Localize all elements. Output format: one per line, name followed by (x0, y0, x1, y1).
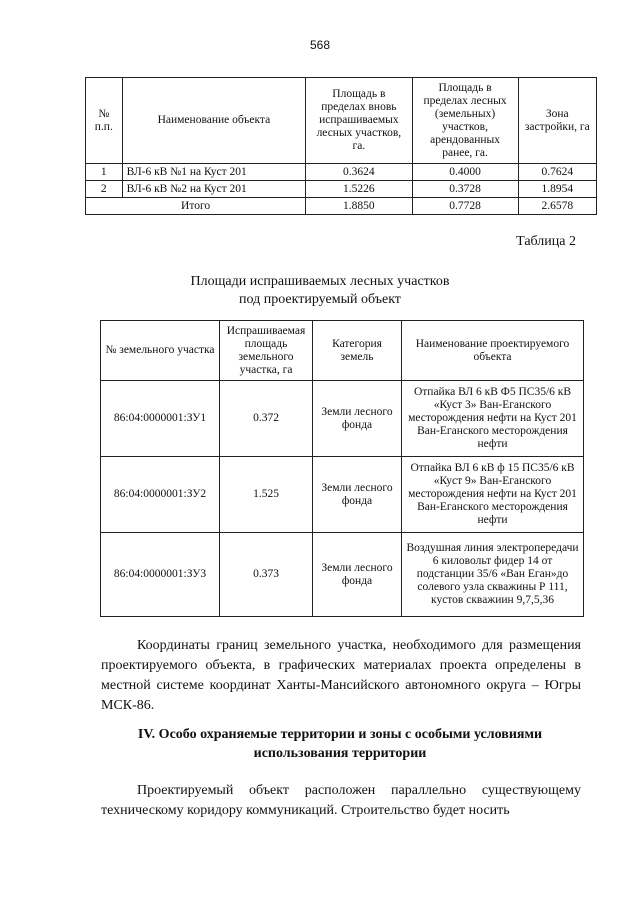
land-plots-table (100, 320, 584, 617)
table-row (86, 181, 597, 198)
cell-plot-id: 86:04:0000001:ЗУ1 (101, 381, 220, 457)
table-row (101, 381, 584, 457)
cell-area: 1.525 (220, 457, 313, 533)
table-title-line1: Площади испрашиваемых лесных участков (190, 274, 450, 289)
cell-area: 0.372 (220, 381, 313, 457)
cell-category: Земли лесного фонда (313, 381, 402, 457)
table-total-row (86, 198, 597, 215)
header-plot-id: № земельного участка (101, 321, 220, 381)
cell-zone: 1.8954 (518, 181, 596, 198)
total-leased: 0.7728 (412, 198, 518, 215)
header-new-area: Площадь в пределах вновь испрашиваемых лесных участков, га. (306, 78, 412, 164)
cell-plot-id: 86:04:0000001:ЗУ3 (101, 533, 220, 617)
objects-area-table (85, 77, 597, 215)
cell-plot-id: 86:04:0000001:ЗУ2 (101, 457, 220, 533)
cell-zone: 0.7624 (518, 164, 596, 181)
header-object: Наименование проектируемого объекта (402, 321, 584, 381)
table-title-line2: под проектируемый объект (239, 292, 401, 307)
header-num: № п.п. (86, 78, 123, 164)
header-name: Наименование объекта (122, 78, 306, 164)
project-paragraph: Проектируемый объект расположен параллельно существующему техническому коридору коммуникаций. Строительство будет носить (101, 783, 581, 818)
cell-name: ВЛ-6 кВ №2 на Куст 201 (122, 181, 306, 198)
cell-leased: 0.3728 (412, 181, 518, 198)
section-heading-line2: использования территории (253, 746, 427, 761)
cell-category: Земли лесного фонда (313, 457, 402, 533)
cell-new: 0.3624 (306, 164, 412, 181)
header-area: Испрашиваемая площадь земельного участка, га (220, 321, 313, 381)
table-row (101, 533, 584, 617)
section-heading-line1: IV. Особо охраняемые территории и зоны с особыми условиями (137, 727, 543, 742)
total-zone: 2.6578 (518, 198, 596, 215)
cell-area: 0.373 (220, 533, 313, 617)
table-label: Таблица 2 (516, 234, 576, 249)
total-new: 1.8850 (306, 198, 412, 215)
cell-object: Отпайка ВЛ 6 кВ ф 15 ПС35/6 кВ «Куст 9» Ван-Еганского месторождения нефти на Куст 201 Ван-Еганского месторождения нефти (402, 457, 584, 533)
header-leased-area: Площадь в пределах лесных (земельных) участков, арендованных ранее, га. (412, 78, 518, 164)
header-category: Категория земель (313, 321, 402, 381)
cell-object: Отпайка ВЛ 6 кВ Ф5 ПС35/6 кВ «Куст 3» Ван-Еганского месторождения нефти на Куст 201 Ван-Еганского месторождения нефти (402, 381, 584, 457)
cell-name: ВЛ-6 кВ №1 на Куст 201 (122, 164, 306, 181)
total-label: Итого (86, 198, 306, 215)
coordinates-paragraph: Координаты границ земельного участка, необходимого для размещения проектируемого объекта, в графических материалах проекта определены в местной системе координат Ханты-Мансийского автономного округа – Югры МСК-86. (101, 638, 581, 713)
table-row (86, 164, 597, 181)
cell-num: 1 (86, 164, 123, 181)
cell-num: 2 (86, 181, 123, 198)
header-zone: Зона застройки, га (518, 78, 596, 164)
cell-category: Земли лесного фонда (313, 533, 402, 617)
cell-new: 1.5226 (306, 181, 412, 198)
page-number: 568 (309, 38, 331, 52)
cell-object: Воздушная линия электропередачи 6 киловольт фидер 14 от подстанции 35/6 «Ван Еган»до солевого узла скважины Р 111, кустов скважиин 9,7,5,36 (402, 533, 584, 617)
table-row (101, 457, 584, 533)
cell-leased: 0.4000 (412, 164, 518, 181)
